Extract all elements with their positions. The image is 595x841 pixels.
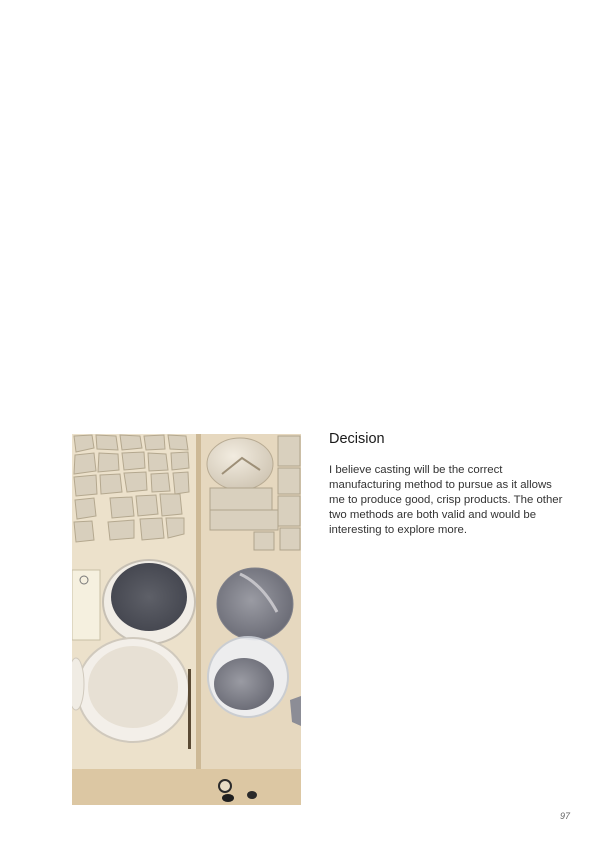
section-heading: Decision bbox=[329, 431, 385, 447]
decision-paragraph: I believe casting will be the correct manufacturing method to pursue as it allows me to produce good, crisp products. The other two methods are both valid and would be interesting to explore more. bbox=[329, 464, 563, 536]
page-number: 97 bbox=[560, 811, 571, 821]
casting-samples-photo bbox=[72, 434, 301, 805]
